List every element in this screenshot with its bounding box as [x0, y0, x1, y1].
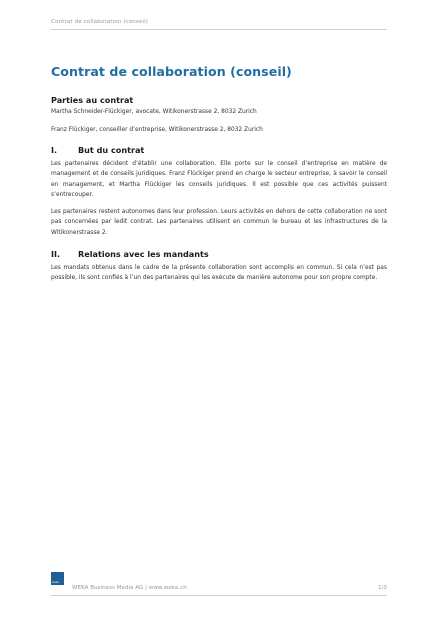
- paragraph-clients-1: Les mandats obtenus dans le cadre de la présente collaboration sont accomplis en commun. Si cela n’est pas possible, ils sont confiés à l’un des partenaires qui les exécute de manière autonome pour son propre compte.: [51, 265, 387, 282]
- footer-divider: [51, 595, 387, 596]
- weka-logo: [51, 572, 64, 585]
- footer-publisher: WEKA Business Media AG | www.weka.ch: [72, 585, 187, 591]
- logo-text: weka: [52, 581, 60, 584]
- page-number: 1/3: [377, 585, 387, 591]
- header-divider: [51, 29, 387, 30]
- section-number: II.: [51, 249, 61, 259]
- section-heading-clients: [51, 249, 391, 259]
- paragraph-purpose-1: Les partenaires décident d’établir une collaboration. Elle porte sur le conseil d’entreprise en matière de management et de conseils juridiques. Franz Flückiger prend en charge le secteur entreprise, à savoir le conseil en management, et Martha Flückiger les conseils juridiques. Il est possible que ces activités puissent s’entrecouper.: [51, 161, 387, 199]
- parties-heading: Parties au contrat: [51, 95, 134, 105]
- section-number: I.: [51, 145, 58, 155]
- party-1: Martha Schneider-Flückiger, avocate, Witikonerstrasse 2, 8032 Zurich: [51, 109, 257, 115]
- running-header: Contrat de collaboration (conseil): [51, 19, 149, 25]
- document-title: Contrat de collaboration (conseil): [51, 64, 292, 79]
- paragraph-purpose-2: Les partenaires restent autonomes dans leur profession. Leurs activités en dehors de cette collaboration ne sont pas concernées par ledit contrat. Les partenaires utilisent en commun le bureau et les infrastructures de la Witikonerstrasse 2.: [51, 209, 387, 236]
- party-2: Franz Flückiger, conseiller d’entreprise, Witikonerstrasse 2, 8032 Zurich: [51, 127, 263, 133]
- section-title: But du contrat: [78, 145, 145, 155]
- section-heading-purpose: [51, 145, 391, 155]
- section-title: Relations avec les mandants: [78, 249, 209, 259]
